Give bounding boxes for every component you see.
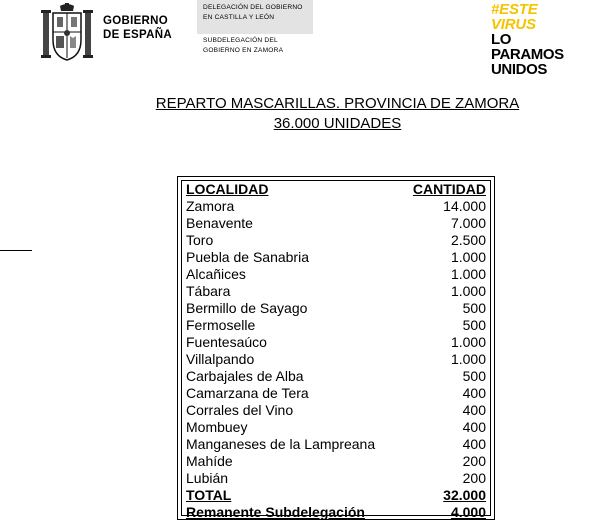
campaign-line-1: #ESTE	[491, 1, 538, 18]
row-locality: Villalpando	[186, 351, 255, 367]
row-quantity: 2.500	[450, 232, 486, 248]
table-row	[186, 368, 486, 385]
row-locality: Lubián	[186, 470, 229, 486]
title-line-1: REPARTO MASCARILLAS. PROVINCIA DE ZAMORA	[155, 95, 520, 112]
table-row	[186, 470, 486, 487]
campaign-line-2: VIRUS	[491, 16, 536, 33]
row-quantity: 7.000	[450, 215, 486, 231]
campaign-line-5: UNIDOS	[491, 61, 547, 78]
table-total-row-label: TOTAL	[186, 487, 232, 503]
row-locality: Fermoselle	[186, 317, 256, 333]
row-locality: Alcañices	[186, 266, 246, 282]
table-row	[186, 402, 486, 419]
table-total-row-value: 32.000	[443, 487, 486, 503]
row-locality: Bermillo de Sayago	[186, 300, 308, 316]
row-locality: Carbajales de Alba	[186, 368, 304, 384]
table-header-row	[186, 181, 486, 198]
row-quantity: 400	[462, 419, 486, 435]
table-total-row	[186, 487, 486, 504]
row-quantity: 200	[462, 470, 486, 486]
distribution-table	[177, 176, 495, 520]
table-row	[186, 249, 486, 266]
header-quantity: CANTIDAD	[412, 181, 486, 197]
row-quantity: 400	[462, 436, 486, 452]
delegation-line-2: EN CASTILLA Y LEÓN	[203, 14, 275, 21]
table-row	[186, 283, 486, 300]
row-quantity: 14.000	[443, 198, 486, 214]
ministry-line-2: DE ESPAÑA	[103, 29, 172, 41]
table-row	[186, 266, 486, 283]
subdelegation-line-2: GOBIERNO EN ZAMORA	[203, 47, 284, 54]
row-locality: Fuentesaúco	[186, 334, 267, 350]
table-remaining-row	[186, 504, 486, 521]
delegation-box	[197, 0, 313, 34]
table-row	[186, 436, 486, 453]
table-row	[186, 385, 486, 402]
row-quantity: 200	[462, 453, 486, 469]
table-row	[186, 334, 486, 351]
row-locality: Mombuey	[186, 419, 248, 435]
coat-of-arms-icon	[40, 2, 94, 64]
row-locality: Manganeses de la Lampreana	[186, 436, 376, 452]
row-quantity: 400	[462, 402, 486, 418]
header-locality: LOCALIDAD	[186, 181, 269, 197]
subdelegation-line-1: SUBDELEGACIÓN DEL	[203, 37, 278, 44]
row-quantity: 1.000	[450, 249, 486, 265]
row-locality: Mahíde	[186, 453, 233, 469]
title-line-2: 36.000 UNIDADES	[273, 115, 402, 132]
row-quantity: 400	[462, 385, 486, 401]
table-row	[186, 215, 486, 232]
row-locality: Benavente	[186, 215, 253, 231]
row-quantity: 1.000	[450, 283, 486, 299]
table-row	[186, 419, 486, 436]
row-quantity: 1.000	[450, 351, 486, 367]
row-quantity: 1.000	[450, 334, 486, 350]
table-row	[186, 232, 486, 249]
row-locality: Corrales del Vino	[186, 402, 294, 418]
ministry-name	[103, 14, 172, 42]
row-quantity: 500	[462, 317, 486, 333]
table-remaining-row-value: 4.000	[450, 504, 486, 520]
table-row	[186, 300, 486, 317]
row-locality: Puebla de Sanabria	[186, 249, 309, 265]
ministry-line-1: GOBIERNO	[103, 15, 169, 27]
subdelegation-name	[203, 36, 283, 56]
table-row	[186, 198, 486, 215]
delegation-line-1: DELEGACIÓN DEL GOBIERNO	[203, 4, 303, 11]
row-quantity: 500	[462, 368, 486, 384]
row-locality: Tábara	[186, 283, 231, 299]
distribution-table-inner	[181, 180, 491, 520]
row-quantity: 500	[462, 300, 486, 316]
campaign-line-4: PARAMOS	[491, 46, 564, 63]
table-row	[186, 351, 486, 368]
row-locality: Toro	[186, 232, 214, 248]
row-locality: Camarzana de Tera	[186, 385, 309, 401]
table-row	[186, 317, 486, 334]
row-quantity: 1.000	[450, 266, 486, 282]
campaign-logo	[491, 2, 564, 77]
campaign-line-3: LO	[491, 31, 512, 48]
margin-rule	[0, 250, 32, 251]
table-row	[186, 453, 486, 470]
document-title	[0, 94, 605, 134]
row-locality: Zamora	[186, 198, 235, 214]
table-remaining-row-label: Remanente Subdelegación	[186, 504, 365, 520]
